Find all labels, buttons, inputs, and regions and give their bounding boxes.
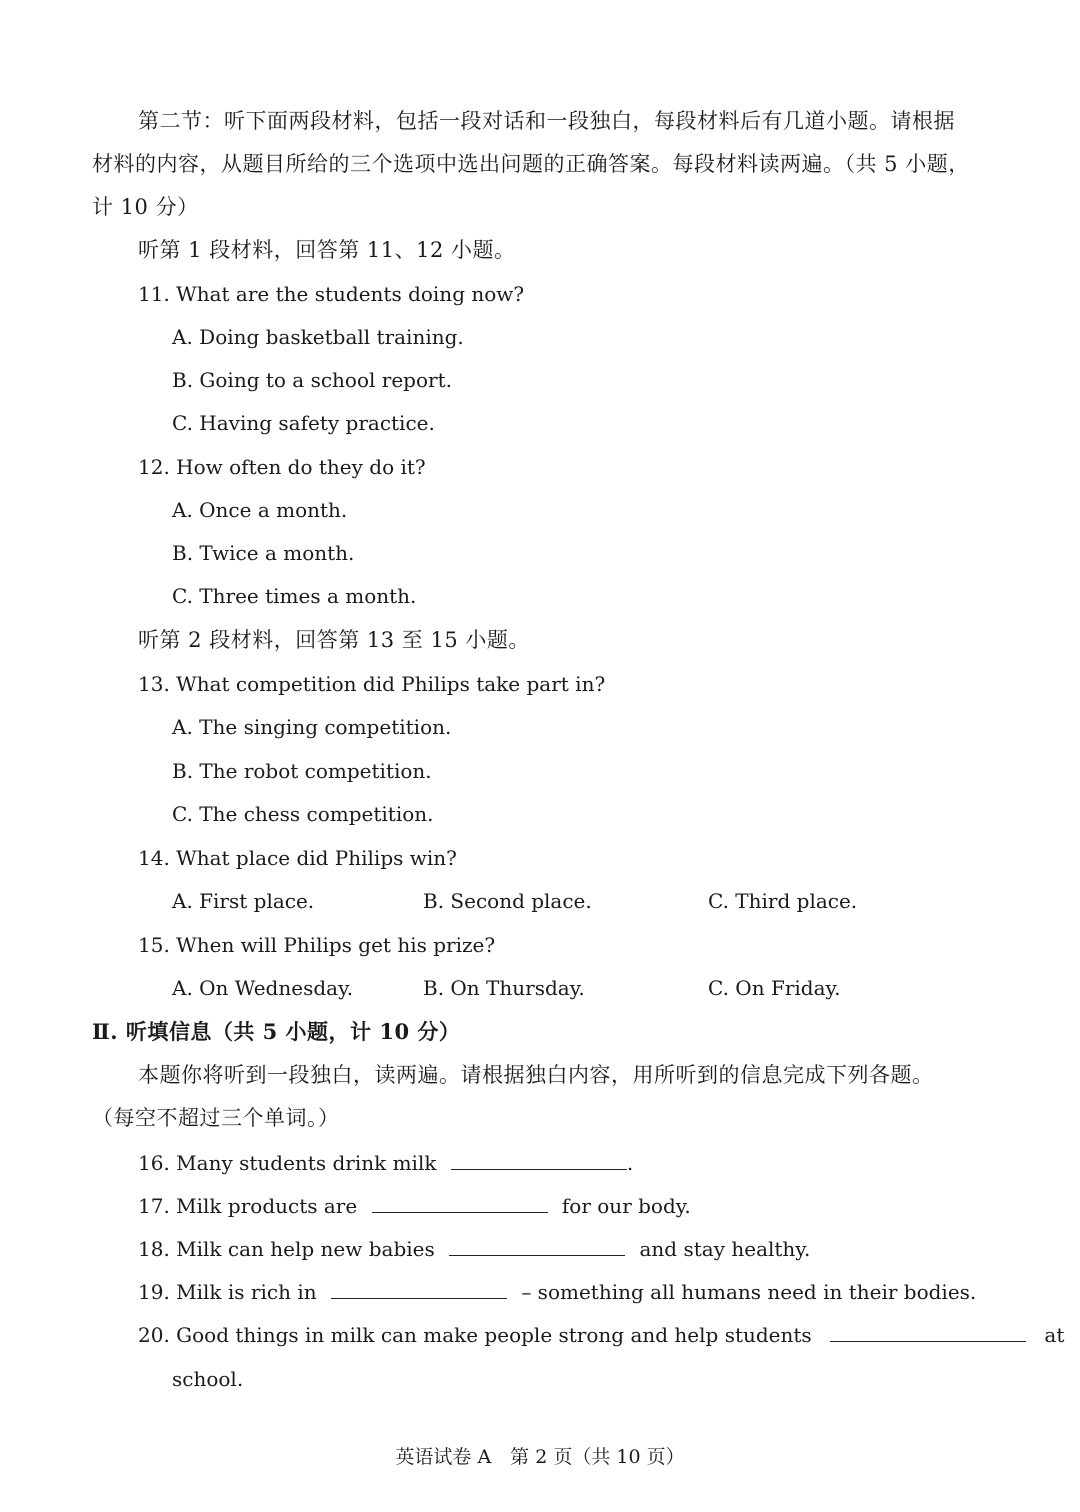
- q19-text: [138, 1278, 976, 1306]
- q17-answer-blank[interactable]: [372, 1194, 548, 1213]
- q17-before: 17. Milk products are: [138, 1194, 358, 1218]
- material2-prompt: 听第 2 段材料，回答第 13 至 15 小题。: [138, 628, 530, 652]
- page-footer: 英语试卷 A 第 2 页（共 10 页）: [395, 1446, 685, 1468]
- q12-option-b: B. Twice a month.: [172, 541, 355, 565]
- q19-answer-blank[interactable]: [331, 1280, 507, 1299]
- q17-text: [138, 1192, 691, 1220]
- q18-before: 18. Milk can help new babies: [138, 1237, 435, 1261]
- q15-question: 15. When will Philips get his prize?: [138, 933, 496, 957]
- q17-after: for our body.: [561, 1194, 691, 1218]
- q13-question: 13. What competition did Philips take part in?: [138, 672, 606, 696]
- q13-option-b: B. The robot competition.: [172, 759, 432, 783]
- q13-option-a: A. The singing competition.: [172, 715, 452, 739]
- q15-option-c: C. On Friday.: [708, 976, 841, 1000]
- q18-text: [138, 1235, 810, 1263]
- part2-instruction-line2: （每空不超过三个单词。）: [92, 1106, 340, 1130]
- q11-question: 11. What are the students doing now?: [138, 282, 525, 306]
- q20-after: at: [1044, 1323, 1065, 1347]
- q11-option-c: C. Having safety practice.: [172, 411, 435, 435]
- q16-before: 16. Many students drink milk: [138, 1151, 437, 1175]
- q16-text: [138, 1149, 633, 1177]
- q16-answer-blank[interactable]: [451, 1151, 627, 1170]
- q20-text: [138, 1321, 1064, 1349]
- section2-instruction-line2: 材料的内容，从题目所给的三个选项中选出问题的正确答案。每段材料读两遍。（共 5 小题，: [92, 152, 970, 176]
- q12-question: 12. How often do they do it?: [138, 455, 426, 479]
- q19-before: 19. Milk is rich in: [138, 1280, 317, 1304]
- q12-option-a: A. Once a month.: [172, 498, 348, 522]
- q20-before: 20. Good things in milk can make people strong and help students: [138, 1323, 812, 1347]
- q19-after: – something all humans need in their bodies.: [521, 1280, 977, 1304]
- section2-instruction-line3: 计 10 分）: [92, 195, 199, 219]
- q11-option-b: B. Going to a school report.: [172, 368, 452, 392]
- q15-option-b: B. On Thursday.: [423, 976, 585, 1000]
- q14-option-a: A. First place.: [172, 889, 315, 913]
- q14-option-b: B. Second place.: [423, 889, 592, 913]
- q13-option-c: C. The chess competition.: [172, 802, 434, 826]
- q15-option-a: A. On Wednesday.: [172, 976, 354, 1000]
- material1-prompt: 听第 1 段材料，回答第 11、12 小题。: [138, 238, 516, 262]
- q12-option-c: C. Three times a month.: [172, 584, 417, 608]
- q14-question: 14. What place did Philips win?: [138, 846, 457, 870]
- part2-instruction-line1: 本题你将听到一段独白，读两遍。请根据独白内容，用所听到的信息完成下列各题。: [138, 1063, 934, 1087]
- q14-option-c: C. Third place.: [708, 889, 858, 913]
- section2-instruction-line1: 第二节：听下面两段材料，包括一段对话和一段独白，每段材料后有几道小题。请根据: [138, 109, 955, 133]
- q11-option-a: A. Doing basketball training.: [172, 325, 464, 349]
- q20-continuation: school.: [172, 1367, 244, 1391]
- q20-answer-blank[interactable]: [830, 1323, 1026, 1342]
- q18-after: and stay healthy.: [639, 1237, 811, 1261]
- part2-heading: Ⅱ. 听填信息（共 5 小题，计 10 分）: [92, 1019, 461, 1044]
- q16-after: .: [626, 1151, 634, 1175]
- q18-answer-blank[interactable]: [449, 1237, 625, 1256]
